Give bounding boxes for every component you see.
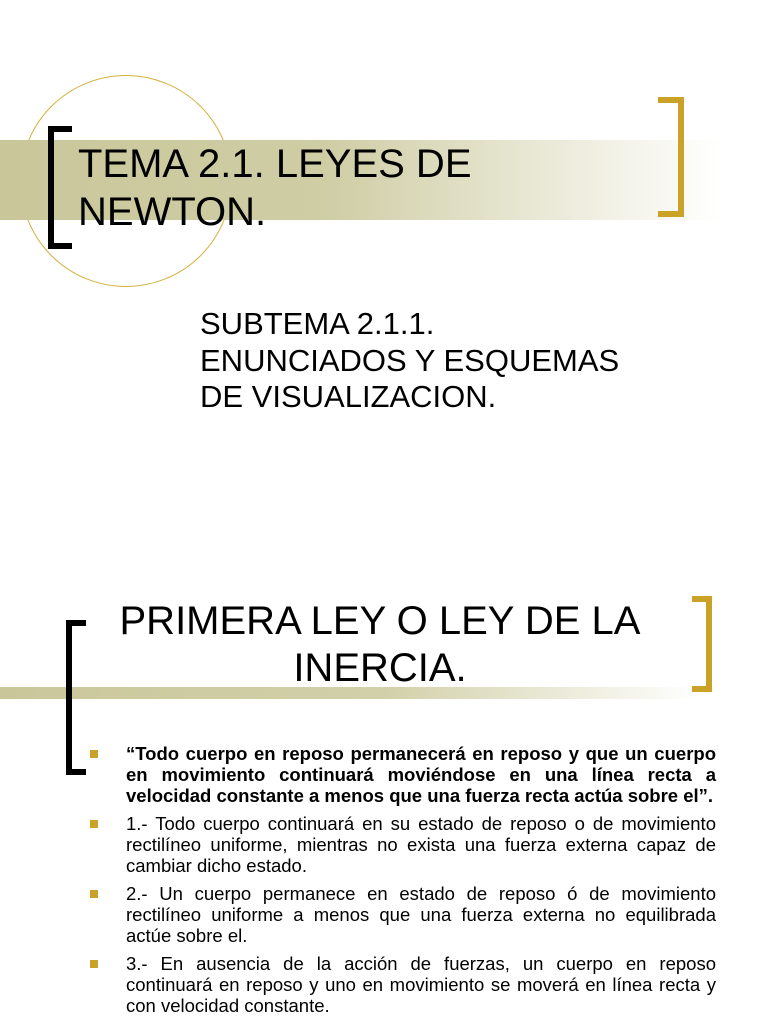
list-item bbox=[88, 813, 716, 876]
slide-subtitle: SUBTEMA 2.1.1. ENUNCIADOS Y ESQUEMAS DE VISUALIZACION. bbox=[200, 306, 620, 414]
square-bullet-icon bbox=[90, 960, 98, 968]
list-item bbox=[88, 883, 716, 946]
square-bullet-icon bbox=[90, 890, 98, 898]
left-bracket bbox=[48, 126, 72, 249]
list-item bbox=[88, 743, 716, 806]
slide-title: TEMA 2.1. LEYES DE NEWTON. bbox=[78, 142, 472, 234]
list-item-text: 3.- En ausencia de la acción de fuerzas, un cuerpo en reposo continuará en reposo y uno en movimiento se moverá en línea recta y con velocidad constante. bbox=[126, 953, 716, 1016]
right-bracket bbox=[692, 596, 712, 692]
list-item-text: “Todo cuerpo en reposo permanecerá en reposo y que un cuerpo en movimiento continuará moviéndose en una línea recta a velocidad constante a menos que una fuerza recta actúa sobre el”. bbox=[126, 743, 716, 806]
first-law-slide bbox=[0, 560, 768, 1024]
right-bracket bbox=[658, 97, 684, 217]
square-bullet-icon bbox=[90, 750, 98, 758]
list-item bbox=[88, 953, 716, 1016]
list-item-text: 2.- Un cuerpo permanece en estado de reposo ó de movimiento rectilíneo uniforme a menos que una fuerza externa no equilibrada actúe sobre el. bbox=[126, 883, 716, 946]
bullet-list bbox=[88, 743, 716, 1023]
slide-title: PRIMERA LEY O LEY DE LA INERCIA. bbox=[119, 599, 641, 690]
left-bracket bbox=[66, 620, 86, 775]
list-item-text: 1.- Todo cuerpo continuará en su estado de reposo o de movimiento rectilíneo uniforme, mientras no exista una fuerza externa capaz de cambiar dicho estado. bbox=[126, 813, 716, 876]
square-bullet-icon bbox=[90, 820, 98, 828]
